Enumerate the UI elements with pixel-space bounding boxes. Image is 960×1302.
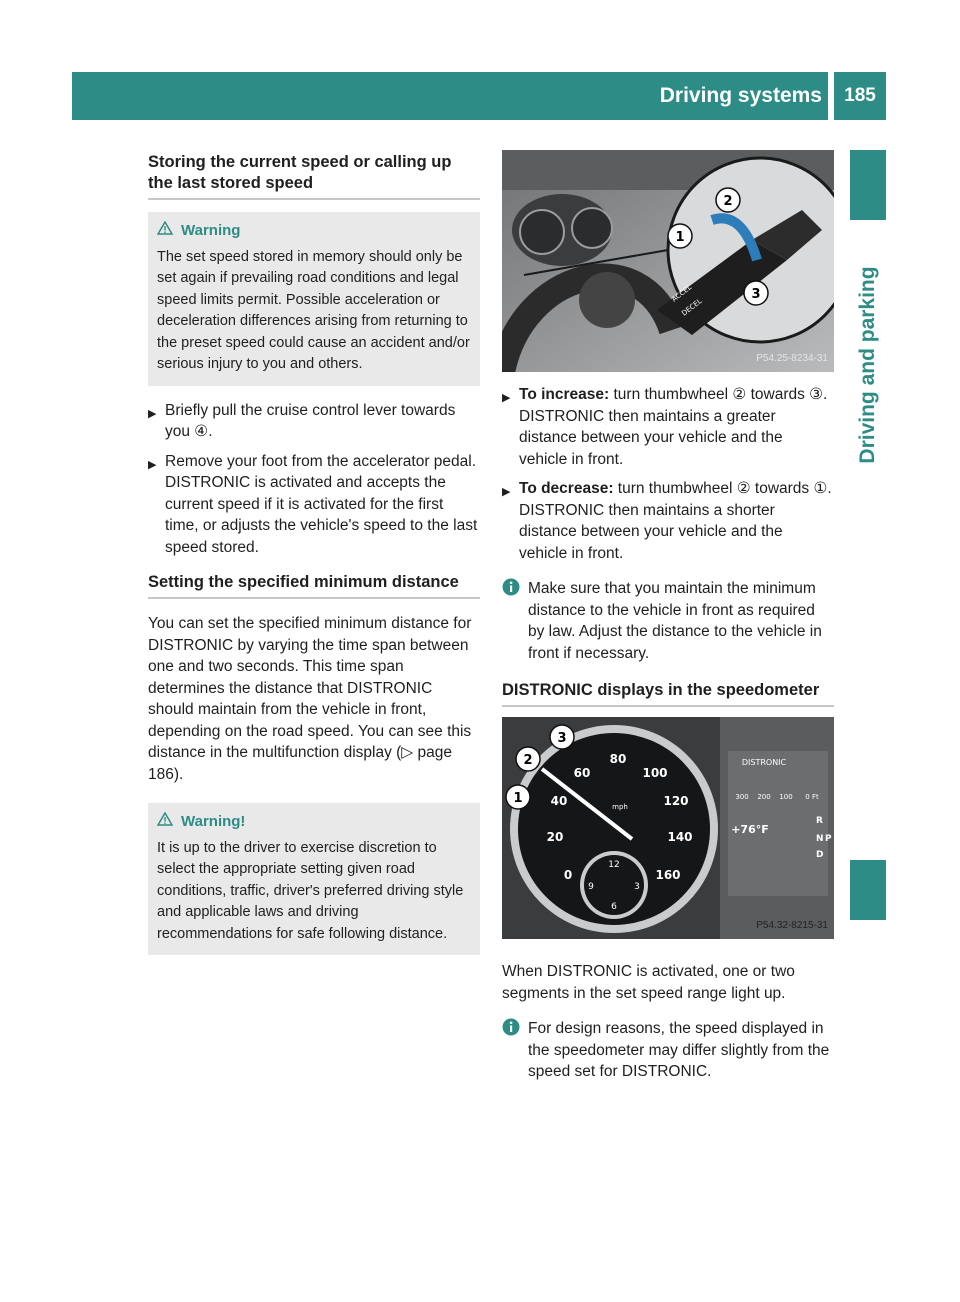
step-text [519,384,834,470]
right-column [502,150,834,1093]
warning-title-text: Warning [181,222,241,239]
speed-tick-label: 20 [546,830,564,844]
step-text [519,478,834,564]
gear-label: D [816,850,824,860]
distance-scale-label: 0 Ft [805,793,819,801]
speed-tick-label: 100 [642,766,668,780]
side-tab-label [850,250,886,480]
warning-box [148,803,480,955]
warning-title-text: Warning! [181,813,246,830]
step-instruction: Remove your foot from the accelerator pedal. [165,452,477,470]
section-heading-min-distance: Setting the specified minimum distance [148,572,480,599]
paragraph-distronic-activated: When DISTRONIC is activated, one or two segments in the set speed range light up. [502,963,795,1002]
speed-unit-label: mph [612,803,628,811]
step-text [165,451,480,559]
speed-tick-label: 160 [655,868,681,882]
step-item [502,384,834,470]
speedometer-image [502,717,834,939]
page-section-title: Driving systems [659,84,822,107]
accel-label: ACCEL [670,283,694,304]
clock-label: 6 [611,902,617,912]
warning-triangle-icon [157,220,173,242]
section-heading-distronic-displays: DISTRONIC displays in the speedometer [502,680,834,707]
info-text: For design reasons, the speed displayed in the speedometer may differ slightly from the speed set for DISTRONIC. [528,1020,830,1080]
cruise-lever-image [502,150,834,372]
speed-tick-label: 40 [550,794,568,808]
step-arrow-icon: ▶ [502,392,511,404]
info-icon [502,578,528,598]
display-title: DISTRONIC [741,758,787,767]
step-instruction: turn thumbwheel ② towards ①. [617,480,832,497]
info-note [502,1018,834,1083]
callout-2: 2 [723,194,733,209]
clock-label: 12 [608,860,620,870]
distance-scale-label: 300 [735,793,749,801]
speed-tick-label: 60 [573,766,591,780]
speed-tick-label: 140 [667,830,693,844]
callout-1: 1 [675,230,685,245]
decel-label: DECEL [680,297,704,318]
info-icon [502,1018,528,1038]
step-arrow-icon: ▶ [502,486,511,498]
image-code: P54.25-8234-31 [756,352,828,364]
left-column [148,152,480,969]
callout-3: 3 [557,731,567,746]
info-text: Make sure that you maintain the minimum distance to the vehicle in front as required by law. Adjust the distance to the vehicle in front if necessary. [528,580,822,662]
step-item [148,451,480,559]
step-label: To decrease: [519,480,614,497]
warning-box [148,212,480,386]
step-item [148,400,480,443]
callout-1: 1 [513,791,523,806]
step-item [502,478,834,564]
step-result: DISTRONIC is activated and accepts the current speed if it is activated for the first time, or adjusts the vehicle's speed to the last speed stored. [165,474,478,556]
gear-label: P [825,834,832,844]
callout-3: 3 [751,287,761,302]
temperature-readout: +76°F [731,823,769,836]
cruise-lever-illustration [502,150,834,372]
step-label: To increase: [519,386,610,403]
gear-label: N [816,834,824,844]
side-tab-label-text: Driving and parking [856,266,879,464]
image-code: P54.32-8215-31 [756,919,828,931]
warning-body: It is up to the driver to exercise discretion to select the appropriate setting given road conditions, traffic, driver's preferred driving style and applicable laws and driving recommendations for safe following distance. [157,839,464,942]
speed-tick-label: 0 [563,868,573,882]
distance-scale-label: 100 [779,793,793,801]
page-number: 185 [834,72,886,120]
side-tab-marker [850,150,886,220]
section-heading-store-speed: Storing the current speed or calling up the last stored speed [148,152,480,200]
clock-label: 9 [588,882,594,892]
gear-label: R [816,816,823,826]
speedometer-illustration [502,717,834,939]
step-arrow-icon: ▶ [148,407,157,420]
paragraph-min-distance: You can set the specified minimum distance for DISTRONIC by varying the time span between one and two seconds. This time span determines the distance that DISTRONIC should maintain from the vehicle in front, depending on the road speed. You can see this distance in the multifunction display (▷ page 186). [148,615,472,783]
step-text: Briefly pull the cruise control lever towards you ④. [165,401,456,440]
clock-label: 3 [634,882,640,892]
step-instruction: turn thumbwheel ② towards ③. [613,386,828,403]
warning-title [157,811,472,833]
step-result: DISTRONIC then maintains a shorter distance between your vehicle and the vehicle in front. [519,501,783,562]
callout-2: 2 [523,753,533,768]
speed-tick-label: 80 [609,752,627,766]
warning-body: The set speed stored in memory should only be set again if prevailing road conditions and legal speed limits permit. Possible acceleration or deceleration differences arising from returning to the preset speed could cause an accident and/or serious injury to you and others. [157,248,470,372]
step-result: DISTRONIC then maintains a greater distance between your vehicle and the vehicle in front. [519,407,783,468]
warning-triangle-icon [157,811,173,833]
step-arrow-icon: ▶ [148,458,157,471]
distance-scale-label: 200 [757,793,771,801]
info-note [502,578,834,664]
speed-tick-label: 120 [663,794,689,808]
warning-title [157,220,472,242]
side-tab-block [850,860,886,920]
